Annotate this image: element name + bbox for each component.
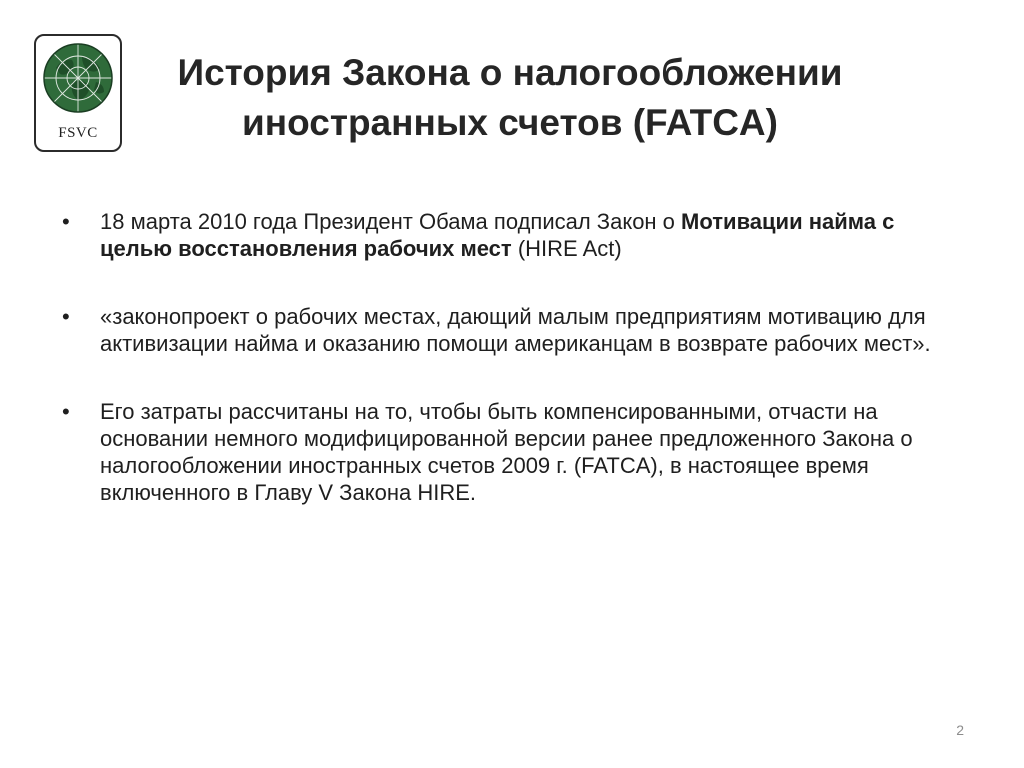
title-line-2: иностранных счетов (FATCA) [242, 102, 778, 143]
page-number: 2 [956, 722, 964, 738]
fsvc-logo [34, 34, 122, 152]
bullet-item [62, 398, 962, 506]
bullet-text-before: 18 марта 2010 года Президент Обама подписал Закон о [100, 209, 682, 234]
bullet-icon: • [62, 399, 70, 424]
bullet-text: «законопроект о рабочих местах, дающий малым предприятиям мотивацию для активизации найма и оказанию помощи американцам в возврате рабочих мест». [100, 304, 931, 356]
bullet-item [62, 303, 962, 357]
bullet-bold-text: Мотивации найма с целью восстановления рабочих мест [100, 209, 895, 261]
globe-icon [42, 42, 114, 114]
logo-text: FSVC [58, 125, 98, 141]
bullet-list [62, 208, 962, 547]
title-line-1: История Закона о налогообложении [177, 52, 843, 93]
bullet-item [62, 208, 962, 262]
bullet-text-after: (HIRE Act) [511, 236, 622, 261]
bullet-icon: • [62, 209, 70, 234]
bullet-icon: • [62, 304, 70, 329]
bullet-text: Его затраты рассчитаны на то, чтобы быть компенсированными, отчасти на основании немного модифицированной версии ранее предложенного Закона о налогообложении иностранных счетов 2009 г. (FATCA), в настоящее время включенного в Главу V Закона HIRE. [100, 399, 913, 505]
page-title [150, 48, 870, 148]
